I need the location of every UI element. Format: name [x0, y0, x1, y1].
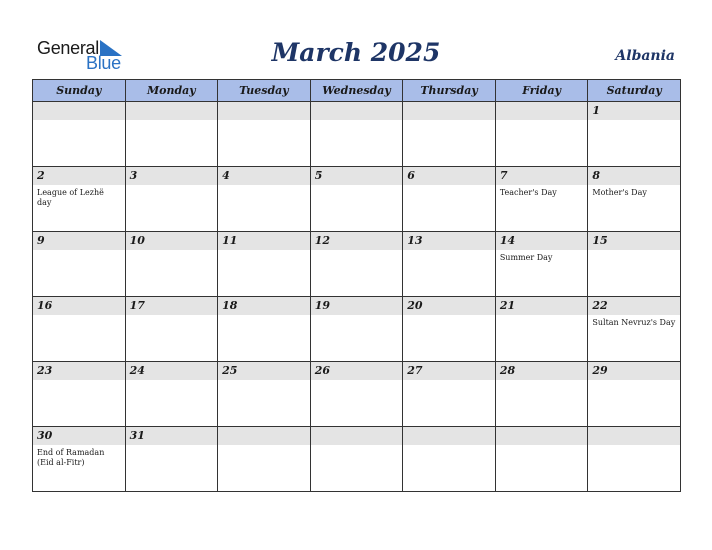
week-row [33, 232, 681, 297]
day-number: 8 [588, 167, 680, 185]
holiday-label [311, 120, 403, 123]
day-number: 26 [311, 362, 403, 380]
holiday-label [496, 120, 588, 123]
day-number: 23 [33, 362, 125, 380]
day-cell [33, 297, 126, 362]
day-cell [588, 167, 681, 232]
day-cell [403, 102, 496, 167]
weekday-header: Saturday [588, 80, 681, 102]
day-number: 29 [588, 362, 680, 380]
day-cell [310, 167, 403, 232]
holiday-label [496, 380, 588, 383]
day-number: 28 [496, 362, 588, 380]
day-cell [310, 102, 403, 167]
day-cell [495, 167, 588, 232]
country-label: Albania [615, 48, 675, 64]
day-number: 22 [588, 297, 680, 315]
calendar-title: March 2025 [271, 38, 441, 67]
day-number: 31 [126, 427, 218, 445]
holiday-label: Summer Day [499, 253, 553, 262]
day-cell [218, 297, 311, 362]
week-row [33, 102, 681, 167]
day-cell [495, 297, 588, 362]
day-cell [218, 427, 311, 492]
holiday-label [403, 250, 495, 253]
holiday-label [218, 250, 310, 253]
holiday-label [218, 120, 310, 123]
day-cell [495, 232, 588, 297]
day-number [311, 102, 403, 120]
day-cell [33, 102, 126, 167]
day-number: 4 [218, 167, 310, 185]
holiday-label: Teacher's Day [499, 188, 557, 197]
day-cell [310, 297, 403, 362]
holiday-label [126, 250, 218, 253]
holiday-label [218, 315, 310, 318]
day-cell [218, 232, 311, 297]
week-row [33, 362, 681, 427]
day-number: 10 [126, 232, 218, 250]
day-number: 1 [588, 102, 680, 120]
holiday-label [496, 315, 588, 318]
holiday-label [403, 120, 495, 123]
day-number: 13 [403, 232, 495, 250]
day-number: 30 [33, 427, 125, 445]
holiday-label [403, 315, 495, 318]
day-cell [495, 102, 588, 167]
day-number: 7 [496, 167, 588, 185]
day-cell [125, 102, 218, 167]
day-cell [310, 427, 403, 492]
holiday-label [126, 445, 218, 448]
holiday-label [311, 445, 403, 448]
day-number: 17 [126, 297, 218, 315]
day-cell [403, 167, 496, 232]
day-number: 15 [588, 232, 680, 250]
day-cell [218, 167, 311, 232]
day-cell [125, 232, 218, 297]
day-number: 6 [403, 167, 495, 185]
weekday-header: Tuesday [218, 80, 311, 102]
week-row [33, 167, 681, 232]
holiday-label [218, 185, 310, 188]
holiday-label: End of Ramadan (Eid al-Fitr) [37, 448, 105, 467]
weekday-header-row [33, 80, 681, 102]
weekday-header: Sunday [33, 80, 126, 102]
day-number: 14 [496, 232, 588, 250]
day-cell [125, 427, 218, 492]
day-number: 24 [126, 362, 218, 380]
day-number [218, 427, 310, 445]
holiday-label [588, 380, 680, 383]
holiday-label [588, 445, 680, 448]
holiday-label [126, 185, 218, 188]
day-number [311, 427, 403, 445]
holiday-label [126, 315, 218, 318]
holiday-label [403, 445, 495, 448]
day-cell [495, 362, 588, 427]
holiday-label [218, 380, 310, 383]
day-number [218, 102, 310, 120]
weekday-header: Wednesday [310, 80, 403, 102]
day-cell [33, 427, 126, 492]
weekday-header: Monday [125, 80, 218, 102]
day-number: 18 [218, 297, 310, 315]
day-cell [588, 102, 681, 167]
day-cell [33, 167, 126, 232]
day-cell [495, 427, 588, 492]
day-cell [125, 297, 218, 362]
day-number [33, 102, 125, 120]
day-number [496, 427, 588, 445]
day-number: 3 [126, 167, 218, 185]
holiday-label [496, 445, 588, 448]
day-cell [588, 232, 681, 297]
day-number: 12 [311, 232, 403, 250]
day-cell [588, 427, 681, 492]
holiday-label [588, 250, 680, 253]
holiday-label [126, 120, 218, 123]
holiday-label [403, 380, 495, 383]
day-number: 11 [218, 232, 310, 250]
day-cell [403, 362, 496, 427]
holiday-label [311, 185, 403, 188]
day-number: 16 [33, 297, 125, 315]
week-row [33, 427, 681, 492]
day-number: 5 [311, 167, 403, 185]
day-number: 20 [403, 297, 495, 315]
holiday-label [588, 120, 680, 123]
day-cell [403, 297, 496, 362]
day-cell [310, 362, 403, 427]
day-number [403, 102, 495, 120]
day-cell [310, 232, 403, 297]
holiday-label: Mother's Day [592, 188, 647, 197]
holiday-label: League of Lezhë day [37, 188, 104, 207]
week-row [33, 297, 681, 362]
day-cell [218, 102, 311, 167]
holiday-label [33, 315, 125, 318]
weekday-header: Friday [495, 80, 588, 102]
holiday-label [33, 250, 125, 253]
weekday-header: Thursday [403, 80, 496, 102]
holiday-label [403, 185, 495, 188]
day-cell [588, 362, 681, 427]
day-number [588, 427, 680, 445]
day-number: 25 [218, 362, 310, 380]
holiday-label [311, 380, 403, 383]
day-number: 27 [403, 362, 495, 380]
day-cell [403, 427, 496, 492]
day-cell [33, 232, 126, 297]
calendar-grid [32, 79, 681, 492]
day-number: 2 [33, 167, 125, 185]
day-number [403, 427, 495, 445]
day-number: 19 [311, 297, 403, 315]
day-cell [125, 167, 218, 232]
holiday-label [33, 380, 125, 383]
holiday-label: Sultan Nevruz's Day [592, 318, 676, 327]
day-number: 21 [496, 297, 588, 315]
holiday-label [218, 445, 310, 448]
day-cell [125, 362, 218, 427]
holiday-label [126, 380, 218, 383]
day-number: 9 [33, 232, 125, 250]
day-cell [403, 232, 496, 297]
logo-text-blue: Blue [86, 53, 121, 73]
day-number [496, 102, 588, 120]
day-cell [218, 362, 311, 427]
day-number [126, 102, 218, 120]
day-cell [33, 362, 126, 427]
holiday-label [33, 120, 125, 123]
day-cell [588, 297, 681, 362]
holiday-label [311, 315, 403, 318]
holiday-label [311, 250, 403, 253]
logo-text-general: General [37, 38, 99, 58]
